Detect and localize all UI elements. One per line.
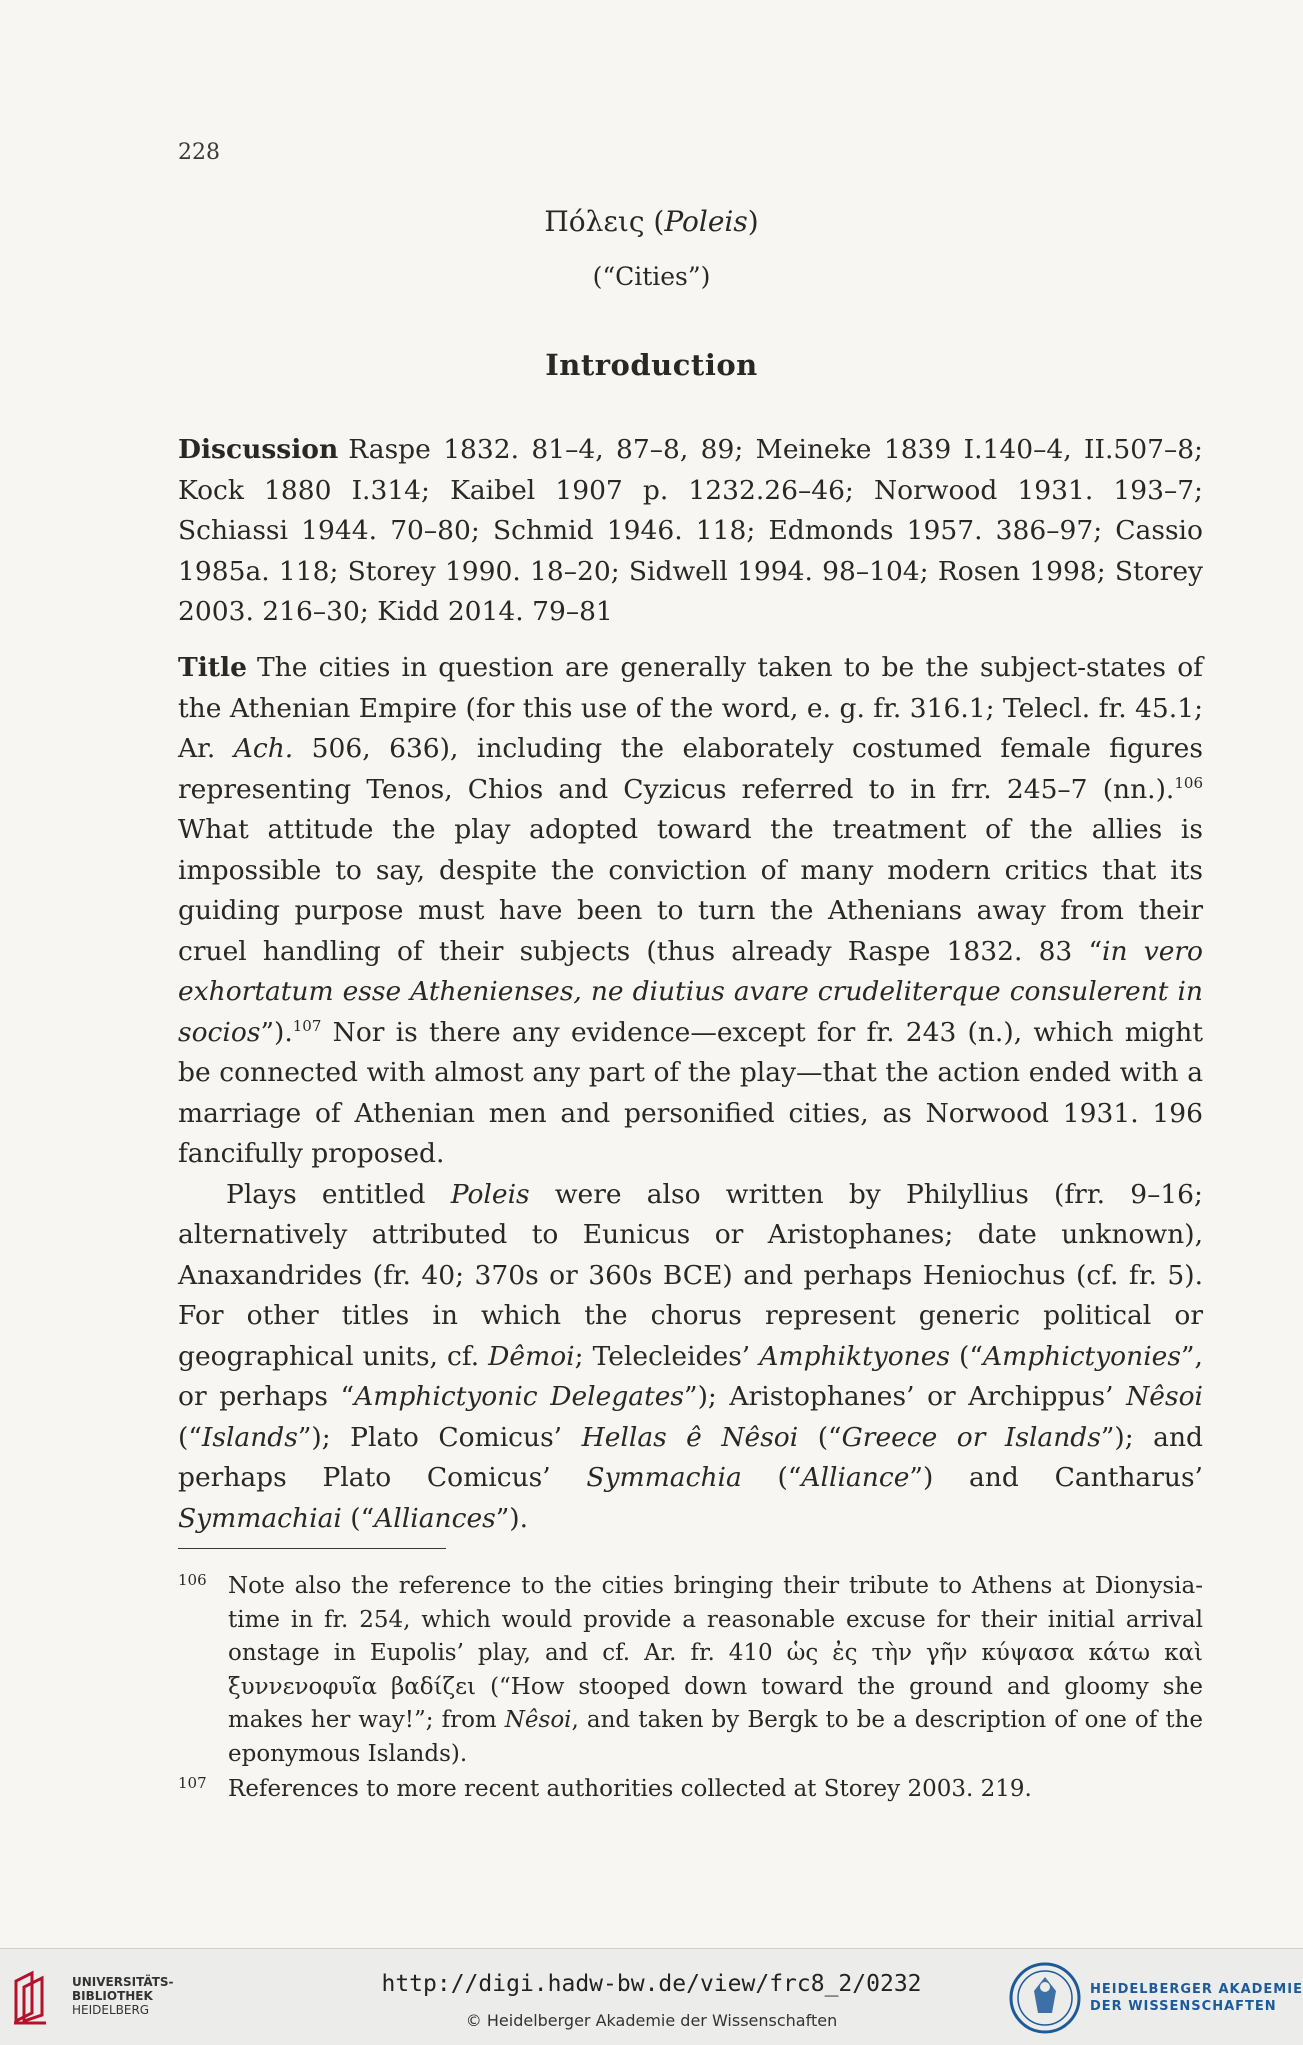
discussion-block: [178, 430, 1203, 633]
title-paragraph-2: Plays entitled Poleis were also written by Philyllius (frr. 9–16; alternatively attributed to Eunicus or Aristophanes; date unknown), Anaxandrides (fr. 40; 370s or 360s BCE) and perhaps Heniochus (cf. fr. 5). For other titles in which the chorus represent generic political or geographical units, cf. Dêmoi; Telecleides’ Amphiktyones (“Amphictyonies”, or perhaps “Amphictyonic Delegates”); Aristophanes’ or Archippus’ Nêsoi (“Islands”); Plato Comicus’ Hellas ê Nêsoi (“Greece or Islands”); and perhaps Plato Comicus’ Symmachia (“Alliance”) and Cantharus’ Symmachiai (“Alliances”).: [178, 1178, 1203, 1534]
title-greek: Πόλεις: [544, 205, 645, 238]
section-heading: Introduction: [545, 348, 758, 382]
viewer-footer: [0, 1948, 1303, 2045]
permalink-url[interactable]: http://digi.hadw-bw.de/view/frc8_2/0232: [381, 1971, 922, 1997]
page-number: 228: [178, 140, 220, 165]
copyright-notice: © Heidelberger Akademie der Wissenschaften: [465, 2011, 838, 2030]
footnote-106: 106 Note also the reference to the cities bringing their tribute to Athens at Dionysia-time in fr. 254, which would provide a reasonable excuse for their initial arrival onstage in Eupolis’ play, and cf. Ar. fr. 410 ὡς ἐς τὴν γῆν κύψασα κάτω καὶ ξυννενοφυῖα βαδίζει (“How stooped down toward the ground and gloomy she makes her way!”; from Nêsoi, and taken by Bergk to be a description of one of the eponymous Islands).: [178, 1570, 1203, 1771]
latin-quote: in vero exhortatum esse Athenienses, ne diutius avare crudeliterque consulerent in socios: [178, 935, 1203, 1048]
title-block: [178, 648, 1203, 1539]
title-label: Title: [178, 652, 247, 683]
footnote-107: 107 References to more recent authorities collected at Storey 2003. 219.: [178, 1773, 1203, 1807]
footnote-number: 106: [178, 1571, 207, 1589]
footnote-number: 107: [178, 1774, 207, 1792]
discussion-text: Raspe 1832. 81–4, 87–8, 89; Meineke 1839 I.140–4, II.507–8; Kock 1880 I.314; Kaibel 1907 p. 1232.26–46; Norwood 1931. 193–7; Schiassi 1944. 70–80; Schmid 1946. 118; Edmonds 1957. 386–97; Cassio 1985a. 118; Storey 1990. 18–20; Sidwell 1994. 98–104; Rosen 1998; Storey 2003. 216–30; Kidd 2014. 79–81: [178, 434, 1203, 627]
play-subtitle: (“Cities”): [592, 262, 711, 291]
academy-name: HEIDELBERGER AKADEMIE DER WISSENSCHAFTEN: [1090, 1982, 1303, 2014]
discussion-label: Discussion: [178, 434, 339, 465]
footnote-ref-106[interactable]: 106: [1174, 773, 1203, 792]
footnote-ref-107[interactable]: 107: [292, 1016, 322, 1035]
university-library-name: UNIVERSITÄTS- BIBLIOTHEK HEIDELBERG: [72, 1975, 174, 2017]
play-title: Πόλεις (Poleis): [544, 205, 759, 238]
title-paragraph-1: Title The cities in question are generally taken to be the subject-states of the Athenian Empire (for this use of the word, e. g. fr. 316.1; Telecl. fr. 45.1; Ar. Ach. 506, 636), including the elaborately costumed female figures representing Tenos, Chios and Cyzicus referred to in frr. 245–7 (nn.).$^{106}$ What attitude the play adopted toward the treatment of the allies is impossible to say, despite the conviction of many modern critics that its guiding purpose must have been to turn the Athenians away from their cruel handling of their subjects (thus already Raspe 1832. 83 “in vero exhortatum esse Athenienses, ne diutius avare crudeliterque consulerent in socios”).$^{107}$ Nor is there any evidence—except for fr. 243 (n.), which might be connected with almost any part of the play—that the action ended with a marriage of Athenian men and personified cities, as Norwood 1931. 196 fancifully proposed.: [178, 652, 1203, 1169]
title-transliteration: Poleis: [664, 205, 748, 238]
academy-seal-icon[interactable]: [1008, 1961, 1082, 2035]
footnote-divider: [178, 1548, 446, 1549]
